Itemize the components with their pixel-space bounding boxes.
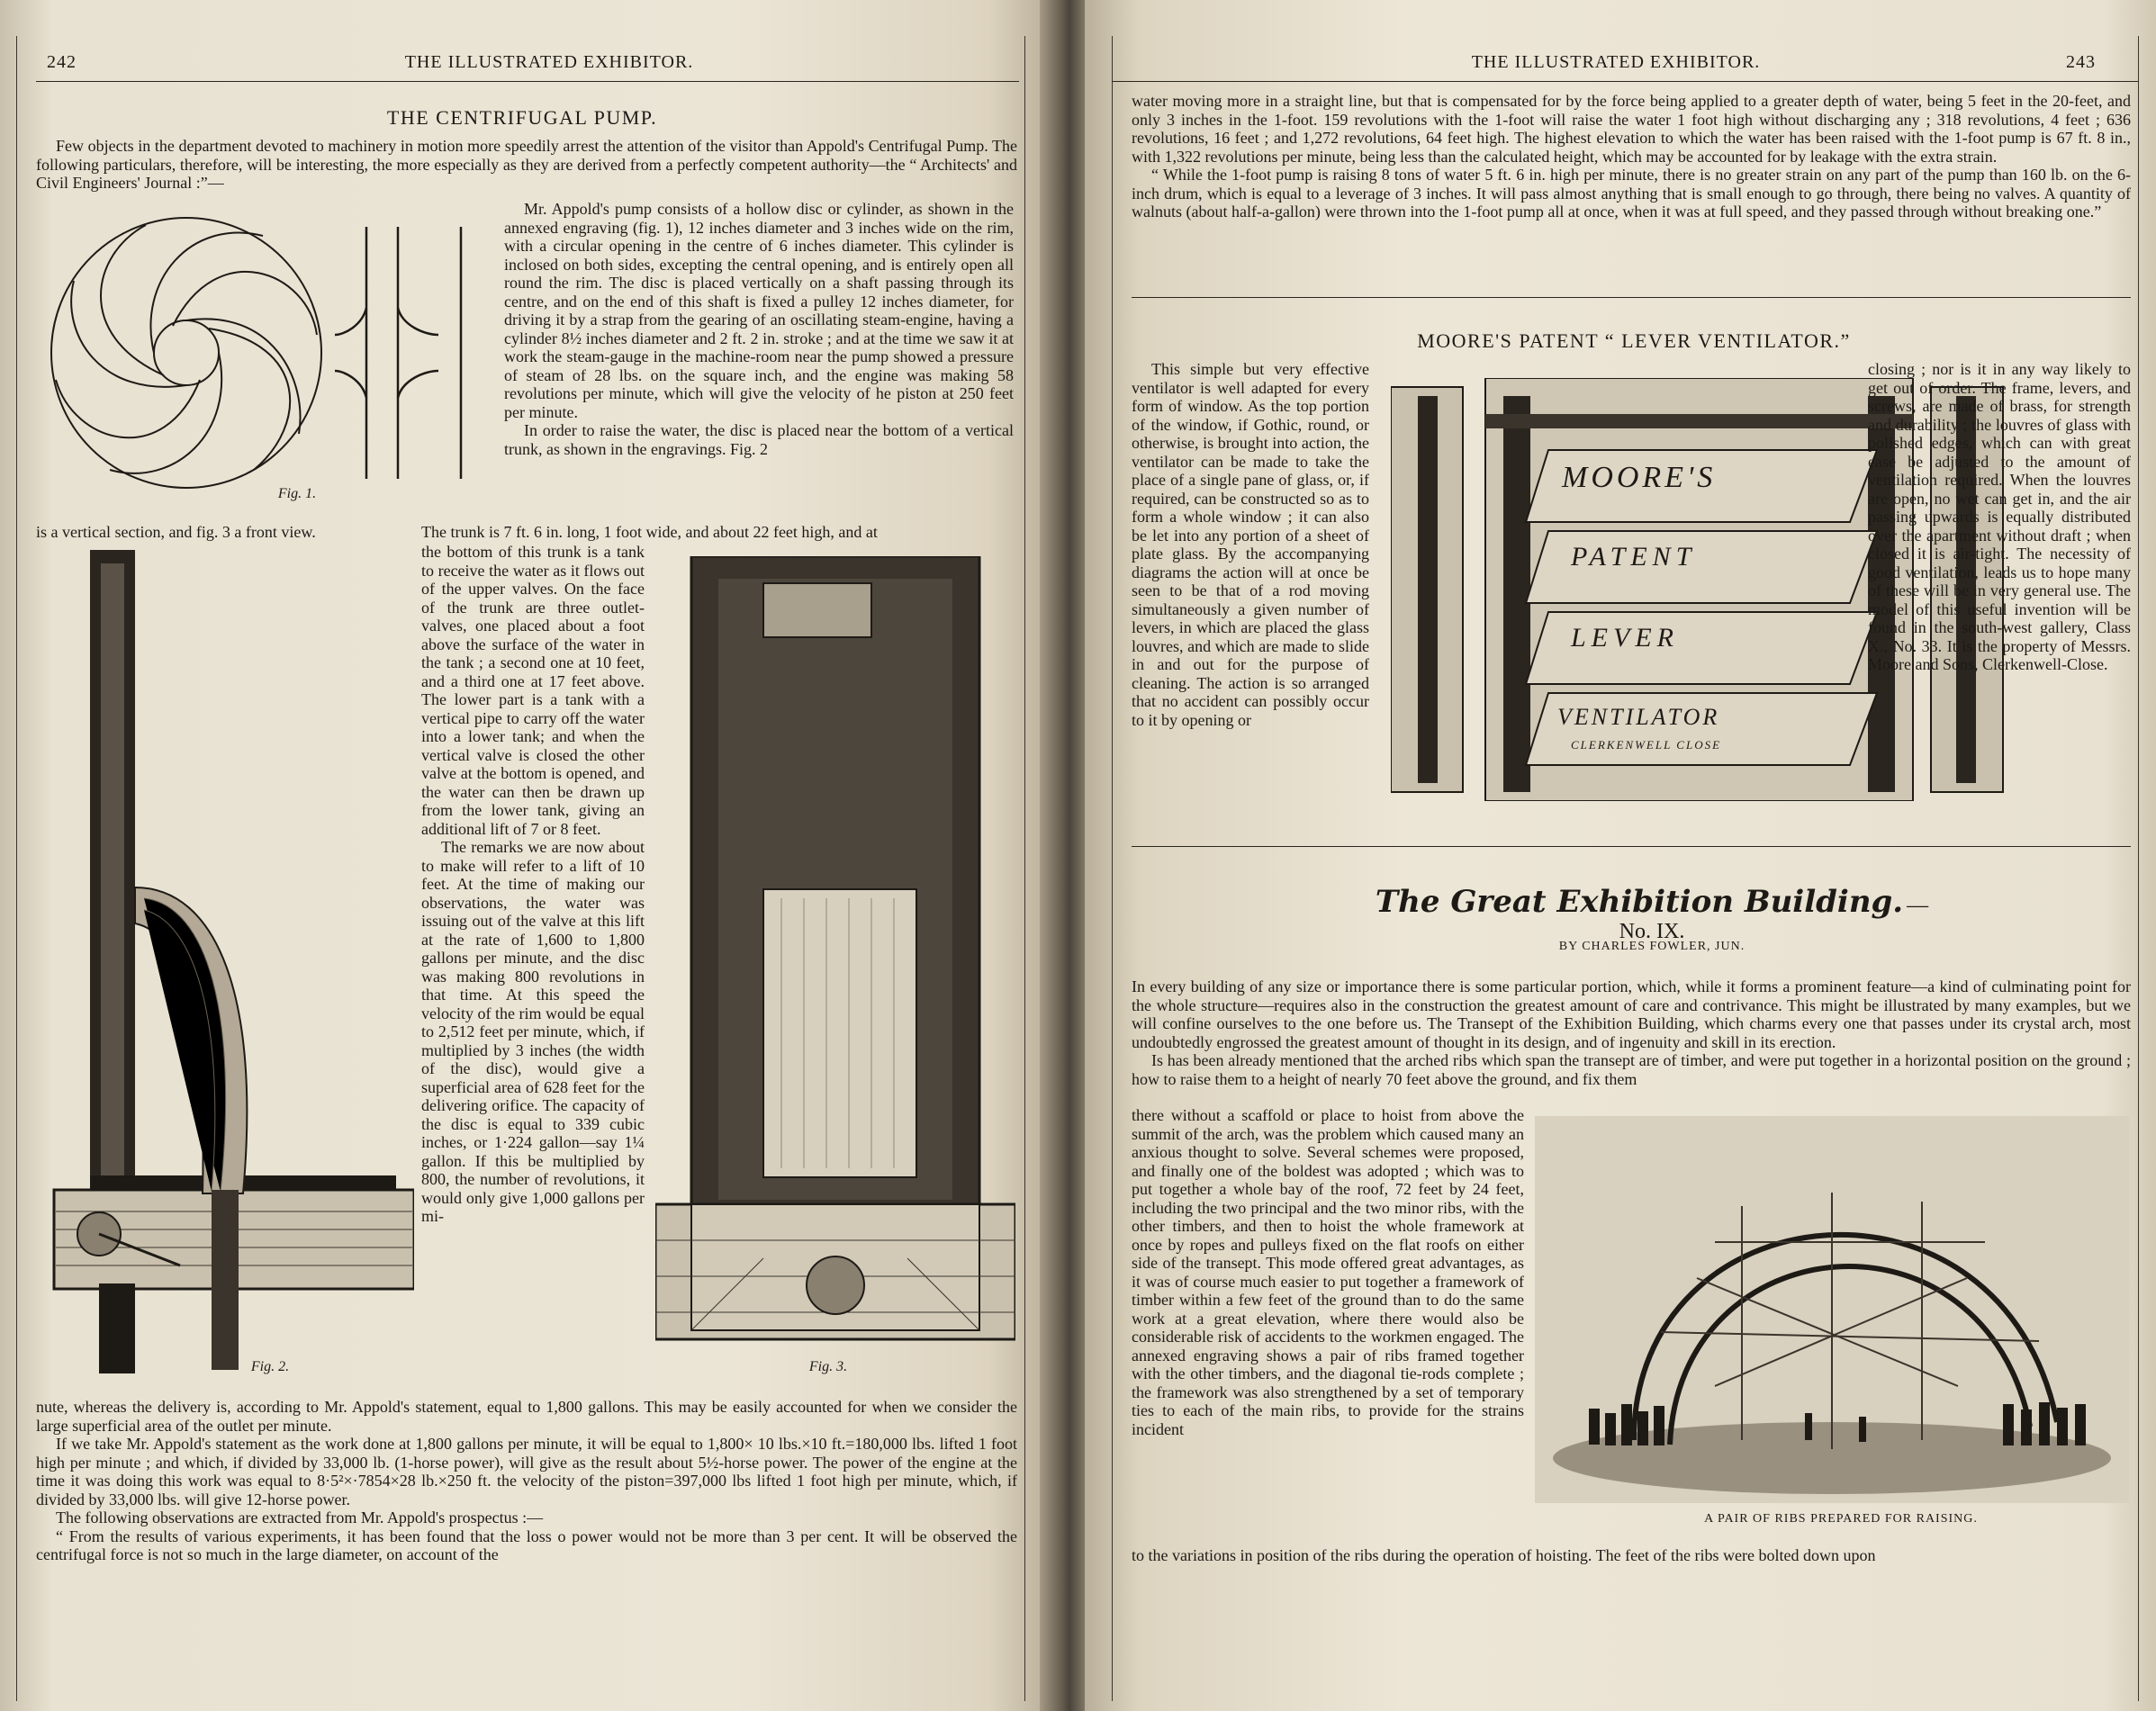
ventilator-left-column: This simple but very effective ventilator is well adapted for every form of window. As the top portion of the window, if Gothic, round, or otherwise, is brought into action, the ventilator can be made to take the place of a single pane of glass, or, if required, can be constructed so as to form a whole window ; it can also be let into any portion of a sheet of plate glass. By the accompanying diagrams the action will at once be seen to be that of a rod moving simultaneously a given number of levers, in which are placed the glass louvres, and which are made to slide in and out for the purpose of cleaning. The action is so arranged that no accident can possibly occur to it by opening or [1132,360,1369,729]
fig-1-caption: Fig. 1. [277,486,317,501]
building-continuation: to the variations in position of the ribs during the operation of hoisting. The feet of the ribs were bolted down upon [1132,1546,1876,1564]
trunk-column: the bottom of this trunk is a tank to receive the water as it flows out of the upper valves. On the face of the trunk are three outlet-valves, one placed about a foot above the surface of the water in the tank ; a second one at 10 feet, and a third one at 17 feet above. The lower part is a tank with a vertical pipe to carry off the water into a lower tank; and when the vertical valve is closed the other valve at the bottom is opened, and the water can then be drawn up from the lower tank, giving an additional lift of 7 or 8 feet. The remarks we are now about to make will refer to a lift of 10 feet. At the time of making our observations, the water was issuing out of the valve at this lift at the rate of 1,600 to 1,800 gallons per minute, and the disc was making 800 revolutions in that time. At this speed the velocity of the rim would be equal to 2,512 feet per minute, which, if multiplied by 3 inches (the width of the disc), would give a superficial area of 628 feet for the delivering orifice. The capacity of the disc is equal to 339 cubic inches, or 1·224 gallon—say 1¼ gallon. If this be multiplied by 800, the number of revolutions, it would only give 1,000 gallons per mi- [421,543,645,1225]
page-number: 243 [2066,52,2096,72]
left-border [16,36,17,1701]
head-rule [36,81,1019,82]
line-vertical-section: is a vertical section, and fig. 3 a front view. [36,523,316,541]
ventilator-title: MOORE'S PATENT “ LEVER VENTILATOR.” [1417,329,1851,352]
right-border [2138,36,2139,1701]
ribs-engraving [1535,1116,2129,1503]
right-border [1024,36,1025,1701]
ventilator-right-column: closing ; nor is it in any way likely to get out of order. The frame, levers, and screws, are made of brass, for strength and durability ; the louvres of glass with polished edges, which can with great ease be adjusted to the amount of ventilation required. When the louvres are open, no wet can get in, and the air passing upwards is equally distributed over the apartment without draft ; when closed it is air-tight. The necessity of good ventilation, leads us to hope many of these will be in very general use. The model of this useful invention will be found in the south-west gallery, Class X., No. 33. It is the property of Messrs. Moore and Sons, Clerkenwell-Close. [1868,360,2131,673]
fig-2-illustration [36,545,414,1391]
running-head: THE ILLUSTRATED EXHIBITOR. [1471,52,1761,72]
louvre-label: VENTILATOR [1557,704,1720,730]
line-trunk: The trunk is 7 ft. 6 in. long, 1 foot wide, and about 22 feet high, and at [421,523,878,541]
intro-paragraph: Few objects in the department devoted to machinery in motion more speedily arrest the attention of the visitor than Appold's Centrifugal Pump. The following particulars, therefore, will be interesting, the more especially as they are derived from a perfectly competent authority—the “ Architects' and Civil Engineers' Journal :”— [36,137,1017,192]
building-heading [1373,884,1931,944]
fig-1-illustration [38,200,488,497]
fig-2-caption: Fig. 2. [250,1359,290,1374]
building-intro: In every building of any size or importance there is some particular portion, which, while it forms a prominent feature—a kind of culminating point for the whole structure—requires also in the construction the greatest amount of care and contrivance. This might be illustrated by many examples, but we will confine ourselves to the one before us. The Transept of the Exhibition Building, which charms every one that passes under its crystal arch, most undoubtedly engrossed the greatest amount of thought in its design, and of ingenuity and skill in its erection. Is has been already mentioned that the arched ribs which span the transept are of timber, and were put together in a horizontal position on the ground ; how to raise them to a height of nearly 70 feet above the ground, and fix them [1132,977,2131,1088]
building-column: there without a scaffold or place to hoist from above the summit of the arch, was the problem which caused many an anxious thought to solve. Several schemes were proposed, and finally one of the boldest was adopted ; which was to put together a whole bay of the roof, 72 feet by 24 feet, including the two principal and the two minor ribs, with the other timbers, and then to hoist the whole framework at once by ropes and pulleys fixed on the flat roofs on either side of the transept. This mode offered great advantages, as it was of course much easier to put together a framework of timber within a few feet of the ground than to do the same work at a great elevation, where there would also be considerable risk of accidents to the workmen engaged. The annexed engraving shows a pair of ribs framed together with the other timbers, and the diagonal tie-rods complete ; the framework was also strengthened by a set of temporary ties to each of the main ribs, to provide for the strains incident [1132,1106,1524,1438]
pump-continuation: water moving more in a straight line, but that is compensated for by the force being applied to a greater depth of water, being 5 feet in the 20-feet, and only 3 inches in the 1-foot. 159 revolutions with the 1-foot will raise the water 1 foot high without discharging any ; 318 revolutions, 4 feet ; 636 revolutions, 16 feet ; and 1,272 revolutions, 64 feet high. The highest elevation to which the water has been raised with the 1-foot pump is 67 ft. 8 in., with 1,322 revolutions per minute, being less than the calculated height, which may be accounted for by leakage with the extra strain. “ While the 1-foot pump is raising 8 tons of water 5 ft. 6 in. high per minute, there is no greater strain on any part of the pump than 160 lb. on the 6-inch drum, which is equal to a leverage of 3 inches. It will pass almost anything that is small enough to go through, there being no valves. A quantity of walnuts (about half-a-gallon) were thrown into the 1-foot pump all at once, when it was at full speed, and they passed through without breaking one.” [1132,92,2131,221]
louvre-label: PATENT [1571,542,1697,572]
fig-3-illustration [655,556,1015,1366]
building-title: The Great Exhibition Building. [1375,884,1904,920]
louvre-label: LEVER [1571,623,1679,653]
section-rule [1132,846,2131,847]
louvre-sublabel: CLERKENWELL CLOSE [1571,738,1722,752]
section-rule [1132,297,2131,298]
bottom-text: nute, whereas the delivery is, according to Mr. Appold's statement, equal to 1,800 gallons. This may be easily accounted for when we consider the large superficial area of the outlet per minute. If we take Mr. Appold's statement as the work done at 1,800 gallons per minute, it will be equal to 1,800× 10 lbs.×10 ft.=180,000 lbs. lifted 1 foot high per minute ; and which, if divided by 33,000 lb. (1-horse power), will give as the result about 5½-horse power. The power of the engine at the time it was doing this work was equal to 8·5²×·7854×28 lb.×250 ft. the velocity of the piston=397,000 lbs lifted 1 foot high per minute, which, if divided by 33,000 lbs. will give 12-horse power. The following observations are extracted from Mr. Appold's prospectus :— “ From the results of various experiments, it has been found that the loss o power would not be more than 3 per cent. It will be observed the centrifugal force is not so much in the large diameter, on account of the [36,1398,1017,1563]
article-title: THE CENTRIFUGAL PUMP. [386,106,658,129]
building-number: —No. IX. [1619,894,1929,943]
ribs-caption: A PAIR OF RIBS PREPARED FOR RAISING. [1704,1512,1978,1526]
byline: BY CHARLES FOWLER, JUN. [1558,940,1746,953]
running-head: THE ILLUSTRATED EXHIBITOR. [404,52,694,72]
head-rule [1112,81,2138,82]
para-appold-pump: Mr. Appold's pump consists of a hollow disc or cylinder, as shown in the annexed engraving (fig. 1), 12 inches diameter and 3 inches wide on the rim, with a circular opening in the centre of 6 inches diameter. This cylinder is inclosed on both sides, excepting the central opening, and is entirely open all round the rim. The disc is placed vertically on a shaft passing through its centre, and on the end of this shaft is fixed a pulley 12 inches diameter, for driving it by a strap from the gearing of an oscillating steam-engine, having a cylinder 8½ inches diameter and 2 ft. 2 in. stroke ; and at the time we saw it at work the steam-gauge in the machine-room near the pump showed a pressure of steam of 28 lbs. on the square inch, and the engine was making 58 revolutions per minute, which will give the velocity of he piston at 250 feet per minute. In order to raise the water, the disc is placed near the bottom of a vertical trunk, as shown in the engravings. Fig. 2 [504,200,1014,458]
left-page [0,0,1051,1711]
right-page [1085,0,2156,1711]
left-border [1112,36,1113,1701]
page-number: 242 [47,52,77,72]
louvre-label: MOORE'S [1562,461,1717,494]
fig-3-caption: Fig. 3. [808,1359,848,1374]
